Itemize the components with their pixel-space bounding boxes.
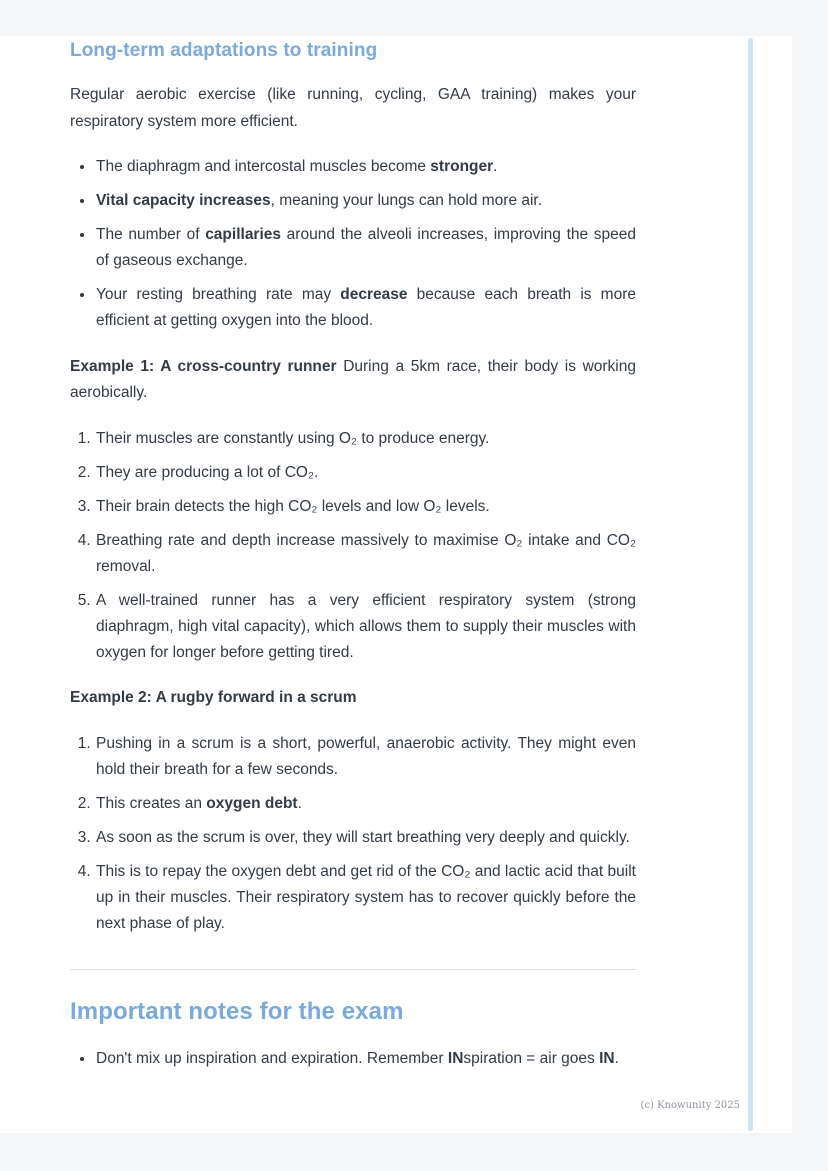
- list-item: [95, 154, 636, 180]
- example1-numbered-list: [70, 426, 636, 666]
- adaptations-bullet-list: [70, 154, 636, 334]
- bold-text-run: capillaries: [205, 226, 282, 244]
- text-run: During a 5km race, their body is working aerobically.: [70, 357, 636, 402]
- list-item: [95, 282, 636, 334]
- bold-text-run: Example 1: A cross-country runner: [70, 357, 337, 375]
- text-run: spiration = air goes: [463, 1049, 600, 1067]
- list-item: [95, 825, 636, 851]
- text-run: The number of: [96, 226, 206, 244]
- text-run: Don't mix up inspiration and expiration. Remember: [96, 1049, 448, 1067]
- list-item: [95, 426, 636, 452]
- text-run: because each breath is more efficient at getting oxygen into the blood.: [96, 286, 636, 330]
- exam-notes-bullet-list: [70, 1046, 636, 1072]
- scrollbar[interactable]: [748, 38, 753, 1131]
- text-run: .: [614, 1049, 619, 1067]
- bold-text-run: Vital capacity increases: [96, 192, 271, 210]
- text-run: Pushing in a scrum is a short, powerful, anaerobic activity. They might even hold their breath for a few seconds.: [96, 734, 636, 778]
- document-content: [70, 38, 636, 1091]
- list-item: [95, 791, 636, 817]
- bold-text-run: oxygen debt: [206, 794, 298, 812]
- text-run: around the alveoli increases, improving the speed of gaseous exchange.: [96, 226, 637, 270]
- text-run: .: [493, 158, 498, 176]
- example1-paragraph: [70, 354, 636, 407]
- list-item: [95, 859, 636, 937]
- intro-paragraph: [70, 82, 636, 135]
- example2-paragraph: [70, 685, 636, 712]
- text-run: Their muscles are constantly using O₂ to produce energy.: [96, 429, 490, 447]
- text-run: Your resting breathing rate may: [96, 286, 341, 304]
- list-item: [95, 222, 636, 274]
- list-item: [95, 188, 636, 214]
- text-run: They are producing a lot of CO₂.: [96, 463, 319, 481]
- text-run: A well-trained runner has a very efficient respiratory system (strong diaphragm, high vital capacity), which allows them to supply their muscles with oxygen for longer before getting tired.: [96, 591, 636, 662]
- list-item: [95, 460, 636, 486]
- bold-text-run: stronger: [430, 158, 494, 176]
- section-divider: [70, 969, 636, 970]
- text-run: The diaphragm and intercostal muscles become: [96, 158, 431, 176]
- text-run: This is to repay the oxygen debt and get rid of the CO₂ and lactic acid that built up in their muscles. Their respiratory system has to recover quickly before the next phase of play.: [96, 862, 636, 932]
- bold-text-run: decrease: [340, 286, 408, 304]
- section-heading-adaptations: Long-term adaptations to training: [70, 40, 378, 61]
- bold-text-run: Example 2: A rugby forward in a scrum: [70, 689, 357, 707]
- text-run: This creates an: [96, 794, 207, 812]
- text-run: , meaning your lungs can hold more air.: [270, 192, 543, 210]
- bold-text-run: IN: [447, 1049, 464, 1067]
- section-heading-exam-notes: Important notes for the exam: [70, 997, 404, 1025]
- list-item: [95, 588, 636, 666]
- text-run: Their brain detects the high CO₂ levels and low O₂ levels.: [96, 497, 490, 515]
- example2-numbered-list: [70, 731, 636, 937]
- text-run: .: [297, 794, 302, 812]
- copyright-footer: (c) Knowunity 2025: [640, 1100, 740, 1111]
- bold-text-run: IN: [599, 1049, 615, 1067]
- list-item: [95, 528, 636, 580]
- text-run: Breathing rate and depth increase massively to maximise O₂ intake and CO₂ removal.: [96, 531, 636, 575]
- document-page: [0, 36, 792, 1133]
- list-item: [95, 731, 636, 783]
- list-item: [95, 1046, 636, 1072]
- text-run: As soon as the scrum is over, they will start breathing very deeply and quickly.: [96, 828, 630, 846]
- text-run: Regular aerobic exercise (like running, cycling, GAA training) makes your respiratory system more efficient.: [70, 86, 636, 130]
- list-item: [95, 494, 636, 520]
